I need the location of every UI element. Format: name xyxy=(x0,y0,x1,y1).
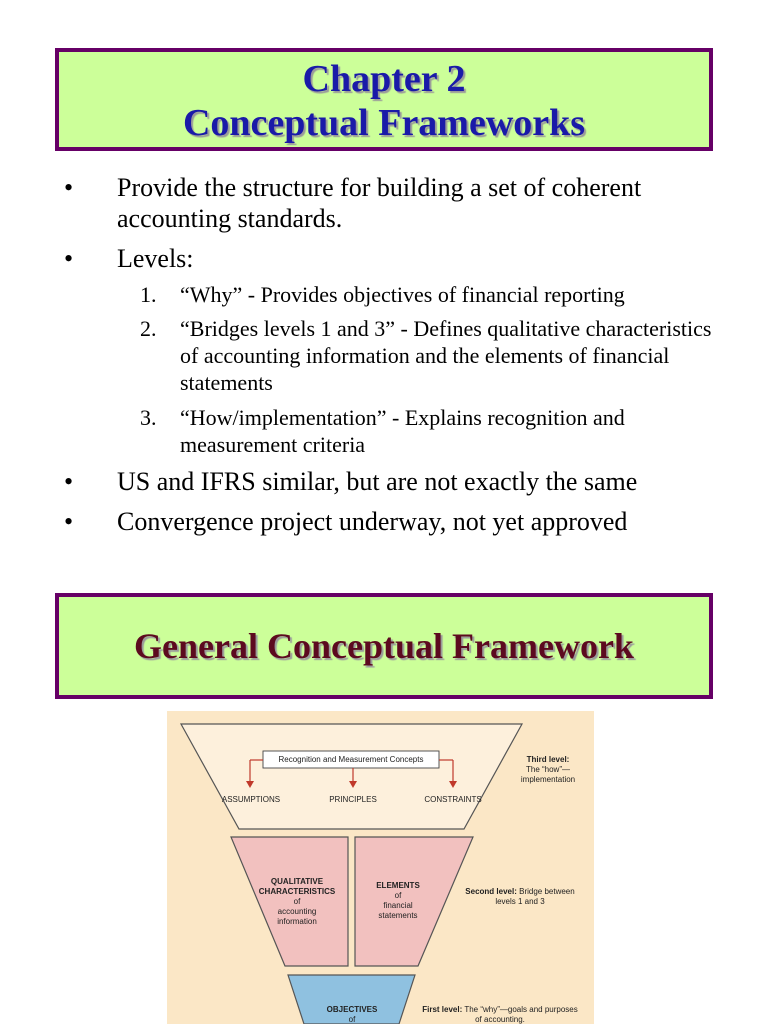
chapter-number: Chapter 2 xyxy=(302,58,466,100)
constraints-label: CONSTRAINTS xyxy=(424,795,482,804)
third-level-desc: implementation xyxy=(520,775,576,784)
chapter-title-box xyxy=(55,48,713,151)
level-number: 3. xyxy=(140,405,157,430)
level-text: “How/implementation” - Explains recognition and measurement criteria xyxy=(180,405,625,457)
level-text: “Why” - Provides objectives of financial reporting xyxy=(180,282,625,307)
second-level-label xyxy=(455,887,585,907)
second-level-desc: Bridge between xyxy=(519,887,575,896)
qualitative-desc: accounting xyxy=(277,907,317,916)
third-level-trapezoid xyxy=(181,724,522,829)
bullet-glyph: • xyxy=(64,467,74,496)
recognition-label: Recognition and Measurement Concepts xyxy=(278,755,424,764)
objectives-desc: of xyxy=(348,1015,356,1024)
assumptions-label: ASSUMPTIONS xyxy=(221,795,281,804)
qualitative-desc: information xyxy=(277,917,317,926)
qualitative-title: QUALITATIVE xyxy=(270,877,324,886)
third-level-label xyxy=(513,755,583,785)
level-text: “Bridges levels 1 and 3” - Defines qualitative characteristics of accounting information and the elements of financial statements xyxy=(180,316,712,395)
elements-desc: of xyxy=(394,891,402,900)
bullet-text: Levels: xyxy=(117,244,194,273)
level-number: 1. xyxy=(140,282,157,307)
chapter-title: Conceptual Frameworks xyxy=(182,102,586,144)
framework-title-box xyxy=(55,593,713,699)
bullet-text: Provide the structure for building a set of coherent accounting standards. xyxy=(117,173,642,233)
first-level-label xyxy=(407,1005,593,1024)
level-number: 2. xyxy=(140,316,157,341)
third-level-title: Third level: xyxy=(526,755,570,764)
principles-label: PRINCIPLES xyxy=(329,795,377,804)
elements-title: ELEMENTS xyxy=(376,881,420,890)
bullet-glyph: • xyxy=(64,507,74,536)
bullet-glyph: • xyxy=(64,173,74,202)
third-level-desc: The “how”— xyxy=(525,765,570,774)
first-level-desc: of accounting. xyxy=(475,1015,525,1024)
qualitative-title: CHARACTERISTICS xyxy=(258,887,336,896)
qualitative-label xyxy=(251,877,343,927)
bullet-text: Convergence project underway, not yet approved xyxy=(117,507,628,536)
first-level-desc: The “why”—goals and purposes xyxy=(464,1005,578,1014)
elements-label xyxy=(363,881,433,921)
framework-diagram xyxy=(167,711,594,1024)
bullet-text: US and IFRS similar, but are not exactly the same xyxy=(117,467,638,496)
elements-desc: statements xyxy=(378,911,418,920)
bullet-glyph: • xyxy=(64,244,74,273)
objectives-label xyxy=(311,1005,393,1024)
framework-title: General Conceptual Framework xyxy=(134,626,634,666)
qualitative-desc: of xyxy=(293,897,301,906)
first-level-title: First level: xyxy=(422,1005,463,1014)
elements-desc: financial xyxy=(383,901,413,910)
second-level-desc: levels 1 and 3 xyxy=(495,897,545,906)
objectives-title: OBJECTIVES xyxy=(326,1005,378,1014)
second-level-title: Second level: xyxy=(465,887,517,896)
